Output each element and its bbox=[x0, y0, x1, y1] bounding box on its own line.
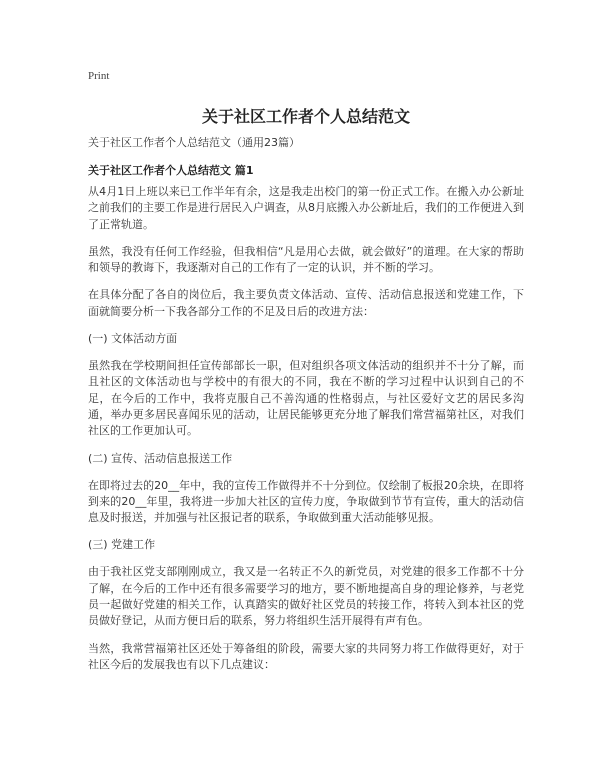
paragraph-publicity: 在即将过去的20__年中，我的宣传工作做得并不十分到位。仅绘制了板报20余块，在即将到来的20__年里，我将进一步加大社区的宣传力度，争取做到节节有宣传，重大的活动信息及时报送，并加强与社区报记者的联系，争取做到重大活动能够见报。 bbox=[88, 478, 524, 525]
document-title: 关于社区工作者个人总结范文 bbox=[201, 107, 410, 126]
paragraph-intro: 从4月1日上班以来已工作半年有余，这是我走出校门的第一份正式工作。在搬入办公新址之前我们的主要工作是进行居民入户调查，从8月底搬入办公新址后，我们的工作便进入到了正常轨道。 bbox=[88, 185, 524, 231]
section-heading: 关于社区工作者个人总结范文 篇1 bbox=[88, 164, 254, 177]
subheading-culture: (一) 文体活动方面 bbox=[88, 332, 178, 346]
paragraph-party: 由于我社区党支部刚刚成立，我又是一名转正不久的新党员，对党建的很多工作都不十分了解，在今后的工作中还有很多需要学习的地方，要不断地提高自身的理论修养，与老党员一起做好党建的相关工作，认真踏实的做好社区党员的转接工作，将转入到本社区的党员做好登记，从而方便日后的联系，努力将组织生活开展得有声有色。 bbox=[88, 565, 524, 628]
paragraph-duties: 在具体分配了各自的岗位后，我主要负责文体活动、宣传、活动信息报送和党建工作，下面就简要分析一下我各部分工作的不足及日后的改进方法： bbox=[88, 288, 524, 318]
paragraph-culture: 虽然我在学校期间担任宣传部部长一职，但对组织各项文体活动的组织并不十分了解，而且社区的文体活动也与学校中的有很大的不同，我在不断的学习过程中认识到自己的不足，在今后的工作中，我将克服自己不善沟通的性格弱点，与社区爱好文艺的居民多沟通，举办更多居民喜闻乐见的活动，让居民能够更充分地了解我们常营福第社区，对我们社区的工作更加认可。 bbox=[88, 359, 524, 438]
article-body bbox=[88, 184, 524, 684]
document-subtitle: 关于社区工作者个人总结范文（通用23篇） bbox=[88, 136, 300, 149]
print-link[interactable]: Print bbox=[88, 70, 110, 82]
paragraph-experience: 虽然，我没有任何工作经验，但我相信“凡是用心去做，就会做好”的道理。在大家的帮助和领导的教诲下，我逐渐对自己的工作有了一定的认识，并不断的学习。 bbox=[88, 244, 524, 275]
subheading-publicity: (二) 宣传、活动信息报送工作 bbox=[88, 451, 233, 465]
paragraph-suggestions: 当然，我常营福第社区还处于筹备组的阶段，需要大家的共同努力将工作做得更好，对于社区今后的发展我也有以下几点建议： bbox=[88, 641, 524, 671]
subheading-party: (三) 党建工作 bbox=[88, 538, 156, 552]
